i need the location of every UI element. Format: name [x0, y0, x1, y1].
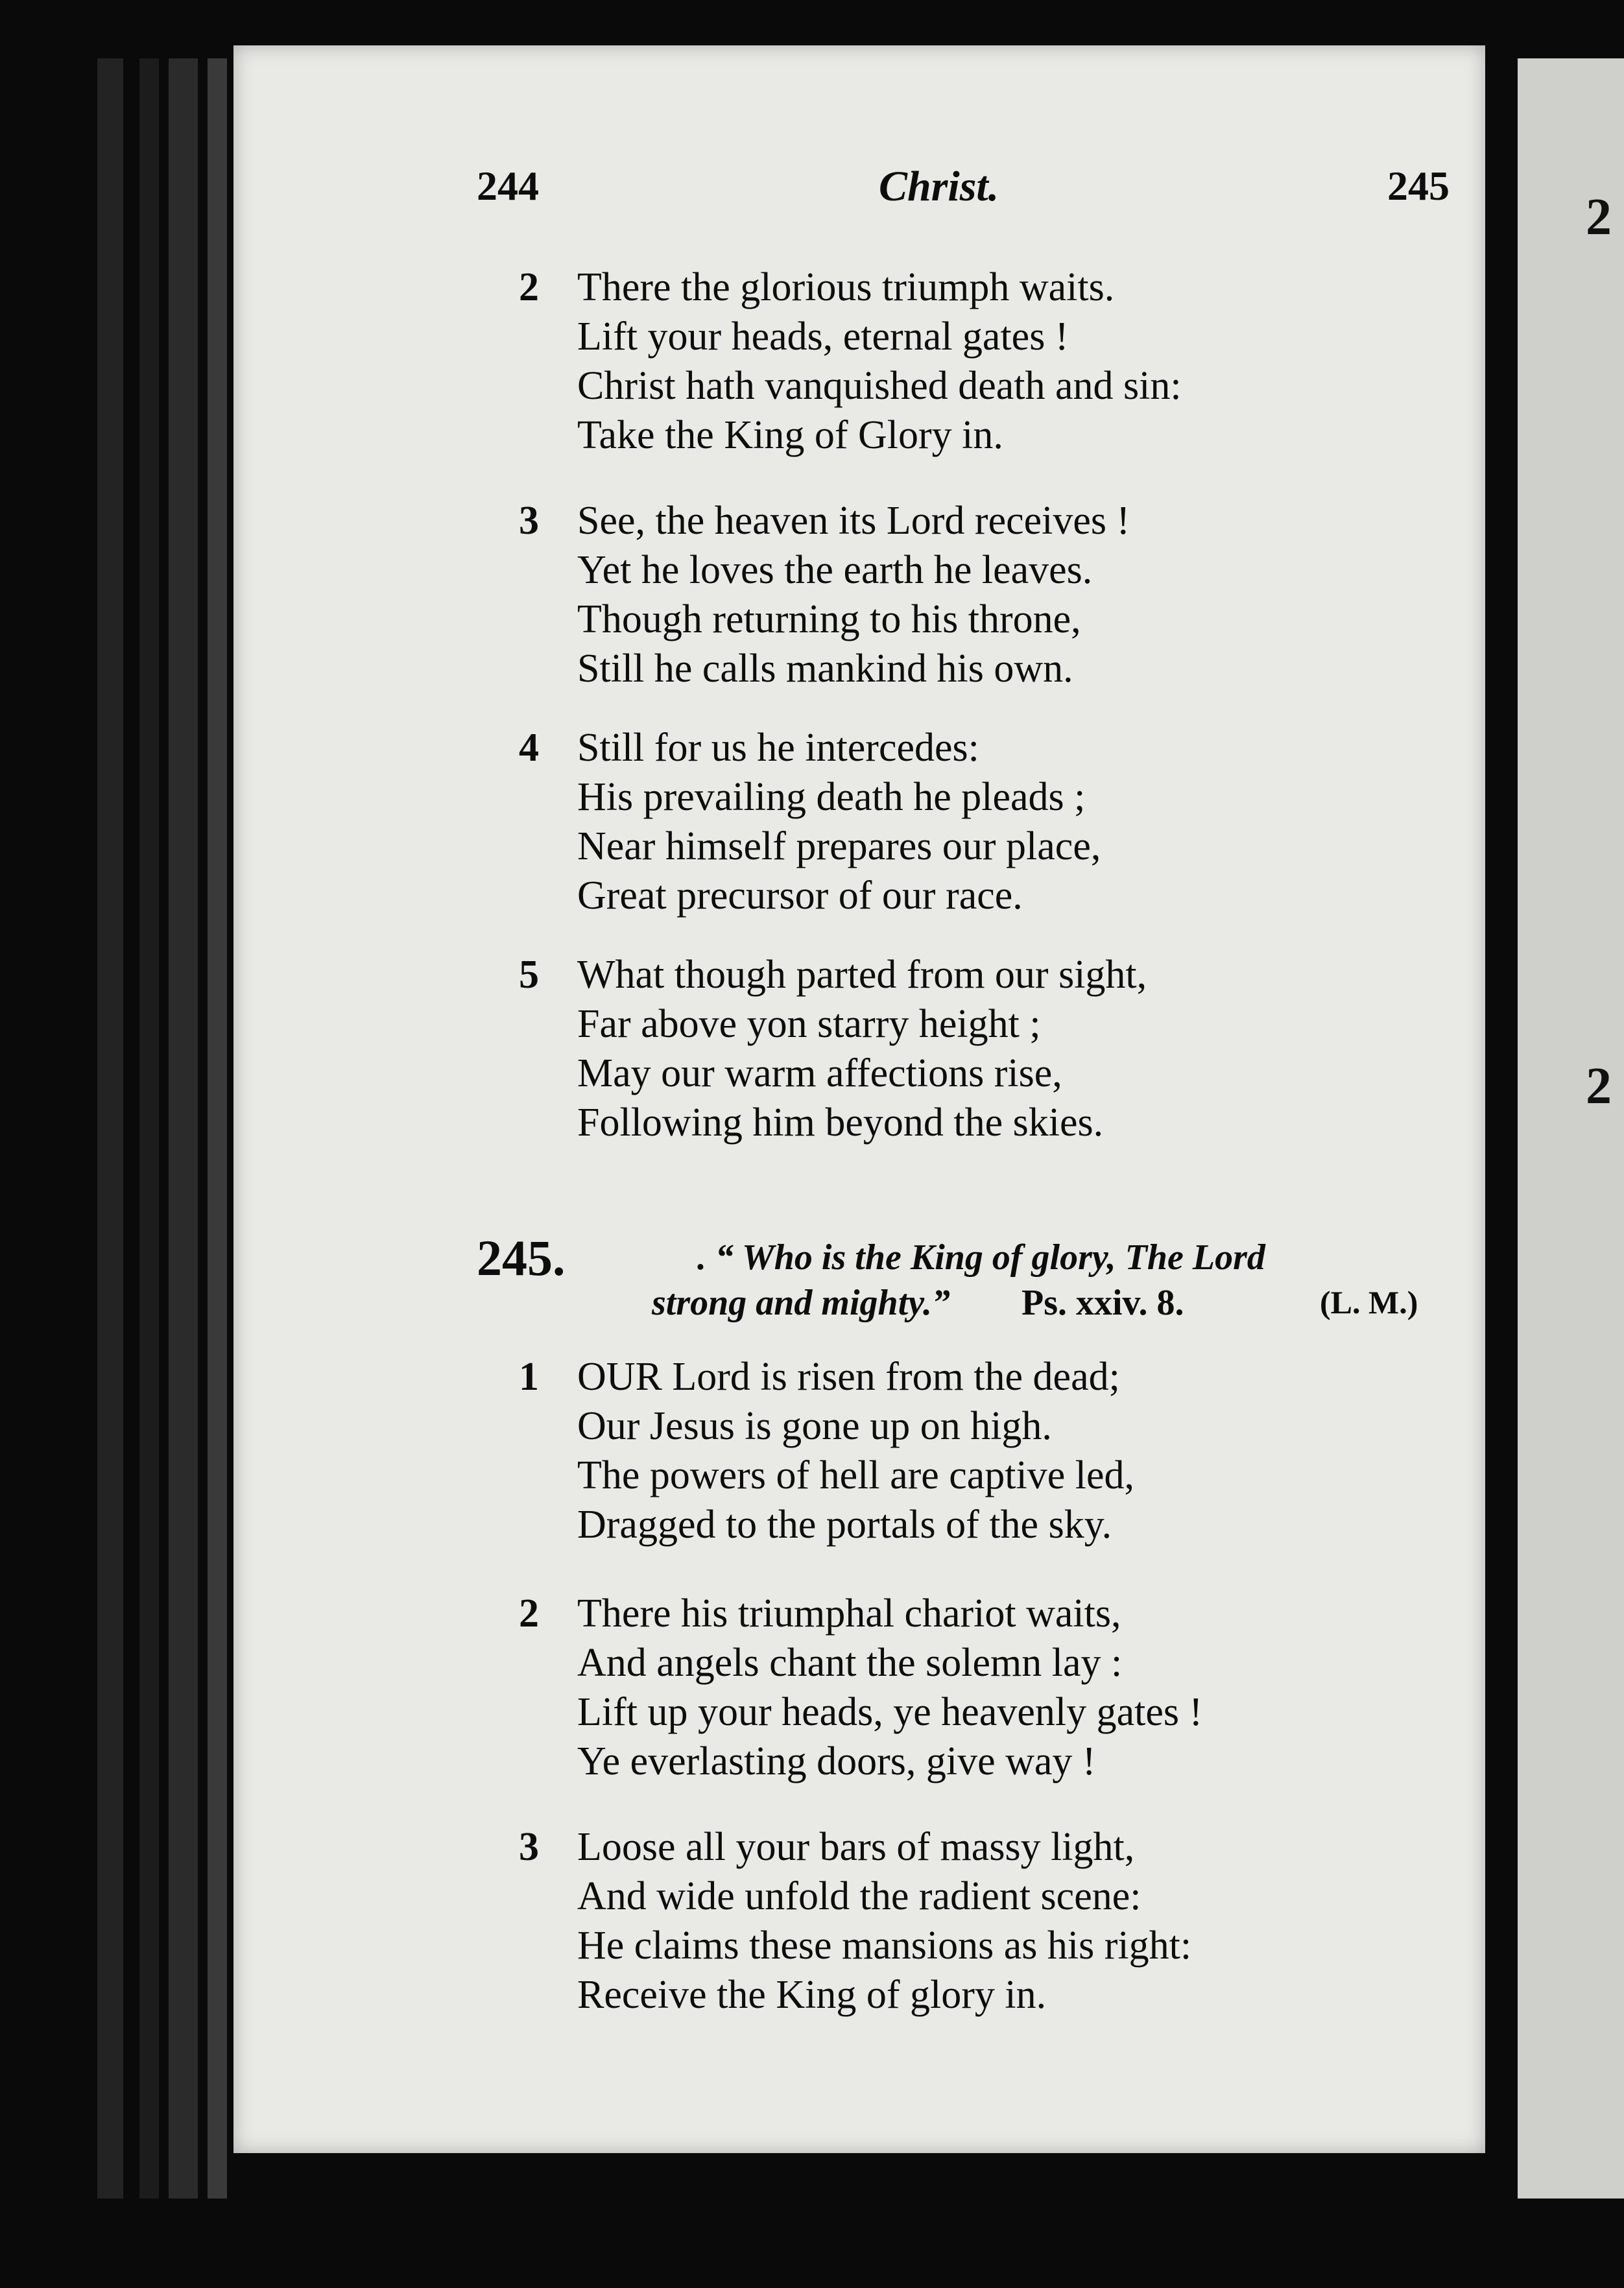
- book-spine-edge: [169, 58, 198, 2199]
- verse-line: Christ hath vanquished death and sin:: [577, 364, 1182, 408]
- verse-line: There his triumphal chariot waits,: [577, 1591, 1121, 1636]
- verse-line: Near himself prepares our place,: [577, 824, 1101, 868]
- verse-line: Take the King of Glory in.: [577, 413, 1003, 457]
- verse-line: He claims these mansions as his right:: [577, 1924, 1192, 1968]
- running-title: Christ.: [879, 163, 999, 210]
- hymn-epigraph: strong and mighty.”: [652, 1283, 951, 1323]
- verse-number: 4: [519, 726, 539, 770]
- verse-line: May our warm affections rise,: [577, 1051, 1062, 1095]
- verse-number: 2: [519, 265, 539, 309]
- page-number-left: 244: [477, 163, 539, 209]
- hymn-number: 245.: [477, 1230, 566, 1286]
- hymn-epigraph: . “ Who is the King of glory, The Lord: [697, 1237, 1265, 1278]
- verse-line: OUR Lord is risen from the dead;: [577, 1355, 1120, 1399]
- verse-line: His prevailing death he pleads ;: [577, 775, 1086, 819]
- verse-number: 1: [519, 1355, 539, 1399]
- verse-line: Still for us he intercedes:: [577, 726, 979, 770]
- book-spine-edge: [139, 58, 159, 2199]
- hymn-meter: (L. M.): [1320, 1284, 1418, 1320]
- verse-line: Dragged to the portals of the sky.: [577, 1503, 1112, 1547]
- verse-line: Ye everlasting doors, give way !: [577, 1739, 1096, 1783]
- verse-line: And wide unfold the radient scene:: [577, 1874, 1141, 1918]
- verse-line: Receive the King of glory in.: [577, 1973, 1047, 2017]
- verse-number: 2: [519, 1591, 539, 1636]
- verse-line: Great precursor of our race.: [577, 874, 1023, 918]
- verse-line: Lift your heads, eternal gates !: [577, 315, 1069, 359]
- verse-number: 3: [519, 1825, 539, 1869]
- verse-line: Still he calls mankind his own.: [577, 647, 1073, 691]
- book-spine-edge: [97, 58, 123, 2199]
- verse-number: 5: [519, 953, 539, 997]
- verse-line: See, the heaven its Lord receives !: [577, 499, 1130, 543]
- verse-line: Though returning to his throne,: [577, 597, 1081, 641]
- facing-page-edge: [1518, 58, 1624, 2199]
- verse-number: 3: [519, 499, 539, 543]
- verse-line: Loose all your bars of massy light,: [577, 1825, 1135, 1869]
- page-header: [477, 162, 1450, 220]
- verse-line: Our Jesus is gone up on high.: [577, 1404, 1052, 1448]
- verse-line: And angels chant the solemn lay :: [577, 1641, 1123, 1685]
- verse-line: Lift up your heads, ye heavenly gates !: [577, 1690, 1203, 1734]
- verse-line: Far above yon starry height ;: [577, 1002, 1041, 1046]
- verse-line: Yet he loves the earth he leaves.: [577, 548, 1093, 592]
- book-spine-edge: [208, 58, 227, 2199]
- page-number-right: 245: [1387, 163, 1450, 209]
- verse-line: What though parted from our sight,: [577, 953, 1147, 997]
- facing-page-glyph: 2: [1586, 1058, 1612, 1115]
- verse-line: Following him beyond the skies.: [577, 1101, 1104, 1145]
- verse-line: There the glorious triumph waits.: [577, 265, 1115, 309]
- verse-line: The powers of hell are captive led,: [577, 1453, 1135, 1497]
- scripture-reference: Ps. xxiv. 8.: [1021, 1283, 1184, 1323]
- facing-page-glyph: 2: [1586, 189, 1612, 246]
